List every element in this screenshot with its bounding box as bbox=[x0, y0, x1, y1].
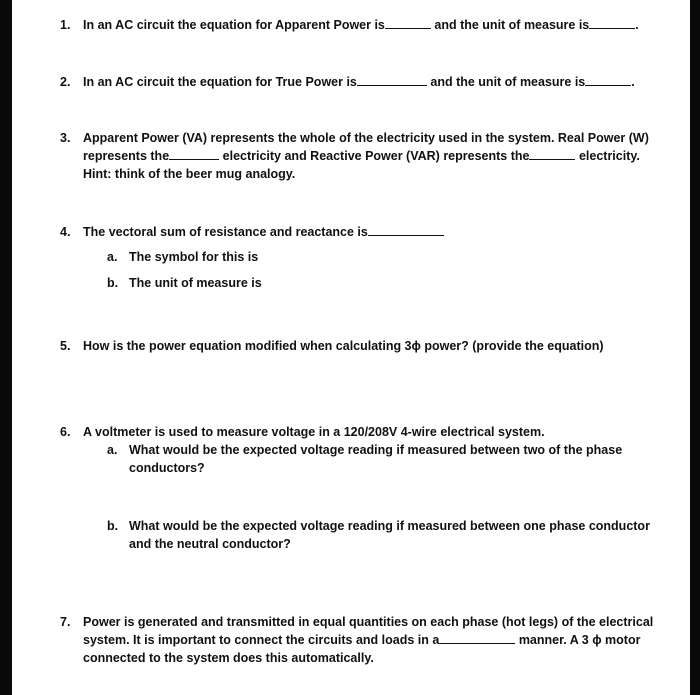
question-number: 1. bbox=[60, 18, 71, 32]
sub-label: a. bbox=[107, 443, 118, 457]
question-text: connected to the system does this automatically. bbox=[83, 651, 374, 665]
sub-question-text: The unit of measure is bbox=[129, 276, 262, 290]
question-text: system. It is important to connect the circuits and loads in a bbox=[83, 633, 440, 647]
question-text: manner. A 3 ϕ motor bbox=[518, 633, 641, 647]
hint-text: Hint: think of the beer mug analogy. bbox=[83, 167, 296, 181]
question-text: How is the power equation modified when calculating 3ϕ power? (provide the equation) bbox=[83, 339, 604, 353]
question-text: and the unit of measure is bbox=[434, 18, 590, 32]
sub-question-text: What would be the expected voltage reading if measured between one phase conductor bbox=[129, 519, 650, 533]
question-text: Power is generated and transmitted in equal quantities on each phase (hot legs) of the electrical bbox=[83, 615, 654, 629]
sub-question-text: and the neutral conductor? bbox=[129, 537, 291, 551]
question-number: 6. bbox=[60, 425, 71, 439]
answer-blank[interactable] bbox=[589, 17, 635, 29]
answer-blank[interactable] bbox=[357, 74, 427, 86]
left-black-border bbox=[0, 0, 12, 695]
sub-label: a. bbox=[107, 250, 118, 264]
question-number: 5. bbox=[60, 339, 71, 353]
sub-question-text: conductors? bbox=[129, 461, 205, 475]
question-number: 4. bbox=[60, 225, 71, 239]
answer-blank[interactable] bbox=[529, 148, 575, 160]
sub-label: b. bbox=[107, 519, 119, 533]
sub-label: b. bbox=[107, 276, 119, 290]
answer-blank[interactable] bbox=[368, 224, 444, 236]
question-text: represents the bbox=[83, 149, 170, 163]
answer-blank[interactable] bbox=[585, 74, 631, 86]
period: . bbox=[635, 18, 639, 32]
question-number: 3. bbox=[60, 131, 71, 145]
question-text: The vectoral sum of resistance and reactance is bbox=[83, 225, 368, 239]
question-text: A voltmeter is used to measure voltage in a 120/208V 4-wire electrical system. bbox=[83, 425, 545, 439]
question-text: In an AC circuit the equation for Apparent Power is bbox=[83, 18, 385, 32]
sub-question-text: What would be the expected voltage reading if measured between two of the phase bbox=[129, 443, 623, 457]
question-text: Apparent Power (VA) represents the whole of the electricity used in the system. Real Power (W) bbox=[83, 131, 649, 145]
question-text: In an AC circuit the equation for True Power is bbox=[83, 75, 357, 89]
question-text: electricity and Reactive Power (VAR) represents the bbox=[222, 149, 530, 163]
question-number: 7. bbox=[60, 615, 71, 629]
answer-blank[interactable] bbox=[439, 632, 515, 644]
answer-blank[interactable] bbox=[169, 148, 219, 160]
question-text: and the unit of measure is bbox=[430, 75, 586, 89]
question-number: 2. bbox=[60, 75, 71, 89]
sub-question-text: The symbol for this is bbox=[129, 250, 259, 264]
right-black-border bbox=[690, 0, 700, 695]
period: . bbox=[631, 75, 635, 89]
answer-blank[interactable] bbox=[385, 17, 431, 29]
question-text: electricity. bbox=[578, 149, 640, 163]
